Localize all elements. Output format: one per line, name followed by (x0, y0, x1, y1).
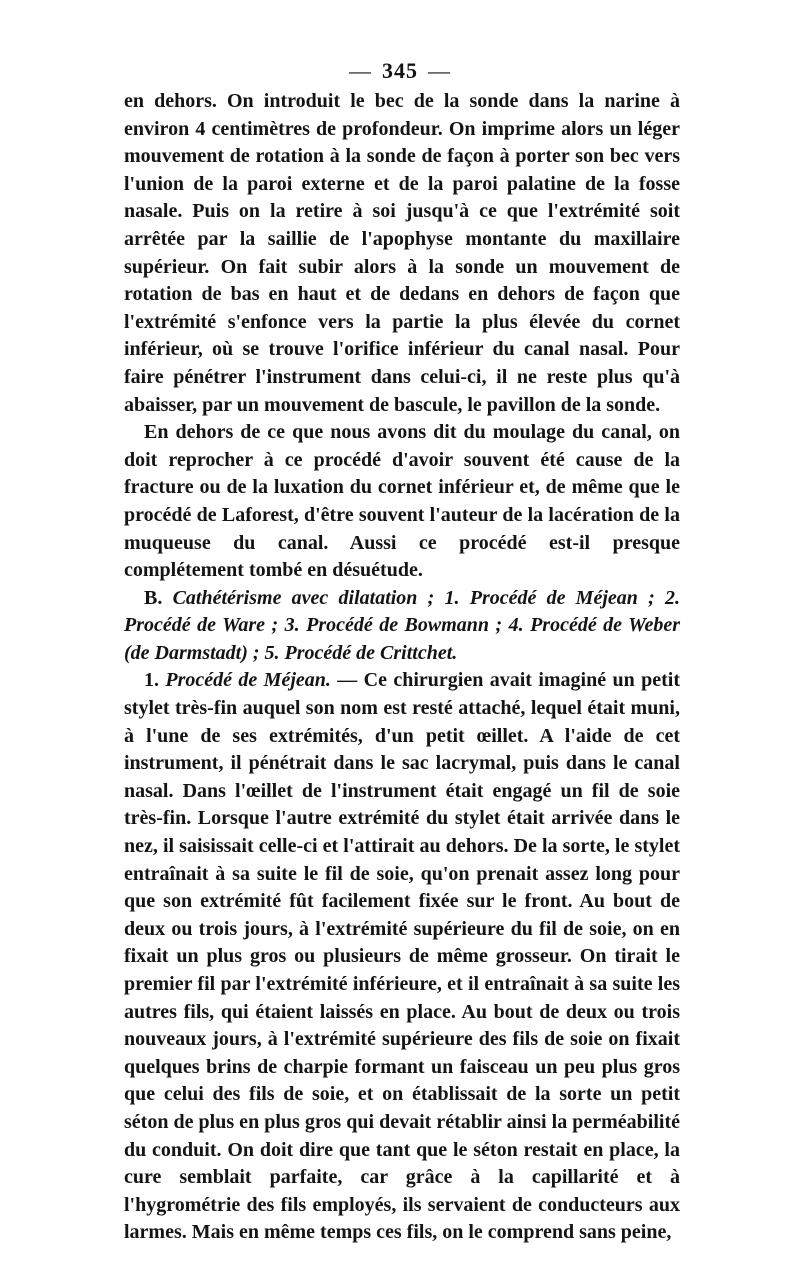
paragraph-3 (124, 585, 680, 668)
section-letter: B. (144, 586, 163, 609)
section-heading: Cathétérisme avec dilatation ; 1. Procédé de Méjean ; 2. Procédé de Ware ; 3. Procédé de Bowmann ; 4. Procédé de Weber (de Darmstadt) ; 5. Procédé de Crittchet. (124, 586, 680, 664)
subsection-text: — Ce chirurgien avait imaginé un petit stylet très-fin auquel son nom est resté attaché, lequel était muni, à l'une de ses extrémités, d'un petit œillet. A l'aide de cet instrument, il pénétrait dans le sac lacrymal, puis dans le canal nasal. Dans l'œillet de l'instrument était engagé un fil de soie très-fin. Lorsque l'autre extrémité du stylet était arrivée dans le nez, il saisissait celle-ci et l'attirait au dehors. De la sorte, le stylet entraînait à sa suite le fil de soie, qu'on prenait assez long pour que son extrémité fût facilement fixée sur le front. Au bout de deux ou trois jours, à l'extrémité supérieure du fil de soie, on en fixait un plus gros ou plusieurs de même grosseur. On tirait le premier fil par l'extrémité inférieure, et il entraînait à sa suite les autres fils, qui étaient laissés en place. Au bout de deux ou trois nouveaux jours, à l'extrémité supérieure des fils de soie on fixait quelques brins de charpie formant un faisceau un peu plus gros que celui des fils de soie, et on établissait de la sorte un petit séton de plus en plus gros qui devait rétablir ainsi la perméabilité du conduit. On doit dire que tant que le séton restait en place, la cure semblait parfaite, car grâce à la capillarité et à l'hygrométrie des fils employés, ils servaient de conducteurs aux larmes. Mais en même temps ces fils, on le comprend sans peine, (124, 669, 681, 1244)
page-number-dash-left: — (349, 58, 372, 83)
page-number (0, 58, 800, 84)
paragraph-2: En dehors de ce que nous avons dit du moulage du canal, on doit reprocher à ce procédé d'avoir souvent été cause de la fracture ou de la luxation du cornet inférieur et, de même que le procédé de Laforest, d'être souvent l'auteur de la lacération de la muqueuse du canal. Aussi ce procédé est-il presque complétement tombé en désuétude. (124, 421, 680, 582)
page-number-dash-right: — (428, 58, 451, 83)
page-number-value: 345 (382, 58, 418, 83)
subsection-number: 1. (144, 669, 159, 692)
paragraph-1: en dehors. On introduit le bec de la sonde dans la narine à environ 4 centimètres de profondeur. On imprime alors un léger mouvement de rotation à la sonde de façon à porter son bec vers l'union de la paroi externe et de la paroi palatine de la fosse nasale. Puis on la retire à soi jusqu'à ce que l'extrémité soit arrêtée par la saillie de l'apophyse montante du maxillaire supérieur. On fait subir alors à la sonde un mouvement de rotation de bas en haut et de dedans en dehors de façon que l'extrémité s'enfonce vers la partie la plus élevée du cornet inférieur, où se trouve l'orifice inférieur du canal nasal. Pour faire pénétrer l'instrument dans celui-ci, il ne reste plus qu'à abaisser, par un mouvement de bascule, le pavillon de la sonde. (124, 90, 680, 416)
body-text (124, 88, 680, 1247)
subsection-heading: Procédé de Méjean. (165, 669, 331, 692)
paragraph-4 (124, 667, 680, 1246)
